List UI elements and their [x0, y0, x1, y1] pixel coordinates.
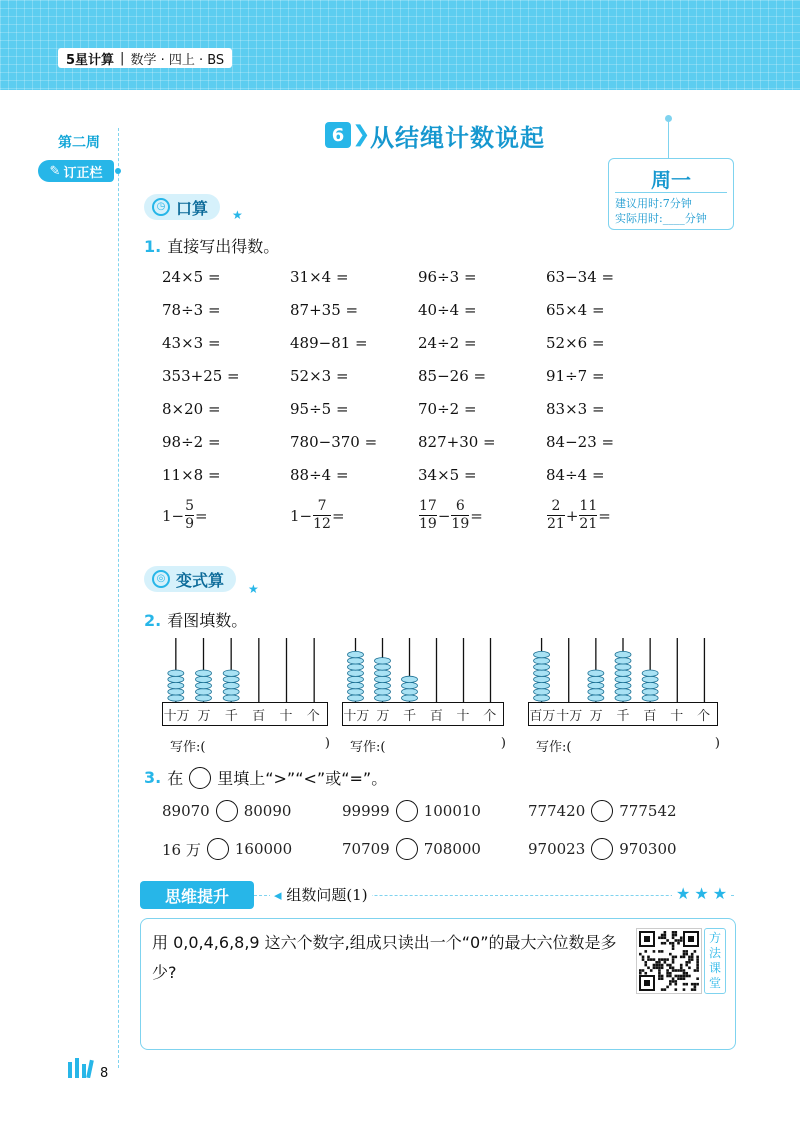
denominator: 21 [579, 516, 598, 532]
star-icon: ★ [248, 582, 259, 596]
write-close: ) [324, 736, 330, 751]
compare-left: 16 万 [162, 840, 201, 859]
correction-label: 订正栏 [63, 165, 103, 181]
actual-time: 实际用时:____分钟 [615, 212, 707, 225]
abacus-bead [534, 651, 550, 657]
abacus-bead [168, 689, 184, 695]
compare-item [528, 838, 677, 860]
fraction-op: − [437, 506, 451, 525]
header-band [0, 0, 800, 90]
abacus-bead [615, 695, 631, 701]
fraction-expr-3 [418, 498, 483, 533]
abacus-bead [402, 682, 418, 688]
numerator: 11 [579, 498, 598, 514]
numerator: 7 [317, 498, 327, 514]
page-number: 8 [100, 1066, 109, 1081]
abacus-bead [223, 682, 239, 688]
abacus-bead [223, 676, 239, 682]
place-label: 十万 [163, 708, 190, 724]
fraction-expr-4 [546, 498, 611, 533]
abacus-bead [642, 676, 658, 682]
write-label: 写作:( [536, 740, 572, 755]
abacus-bead [348, 676, 364, 682]
q2-text: 看图填数。 [167, 611, 248, 630]
compare-right: 80090 [243, 802, 292, 820]
compare-left: 970023 [528, 840, 586, 858]
abacus-bead [196, 695, 212, 701]
compare-item [342, 800, 481, 822]
lesson-number: 6 [325, 122, 351, 148]
abacus-bead [375, 689, 391, 695]
compare-item [528, 800, 677, 822]
pencil-icon: ✎ [49, 163, 61, 179]
arrow-icon: ◂ [274, 886, 282, 904]
day-card-rule [615, 192, 727, 193]
place-label: 十万 [556, 708, 583, 724]
qr-label-char: 方 [708, 931, 721, 945]
compare-right: 777542 [619, 802, 677, 820]
calc-expression: 353+25 = [162, 367, 240, 385]
q1-number: 1. [144, 237, 162, 256]
section-variant-tab [144, 566, 236, 592]
compare-right: 708000 [423, 840, 481, 858]
abacus-bead [196, 670, 212, 676]
fraction [419, 498, 437, 533]
fraction [579, 498, 597, 533]
place-label: 万 [197, 708, 211, 724]
compare-left: 89070 [162, 802, 210, 820]
abacus-bead [615, 689, 631, 695]
place-value-row [528, 702, 718, 726]
think-tab: 思维提升 [140, 881, 254, 909]
day-card [608, 158, 734, 230]
calc-expression: 70÷2 = [418, 400, 477, 418]
abacus-bead [588, 676, 604, 682]
calc-expression: 827+30 = [418, 433, 496, 451]
calc-expression: 98÷2 = [162, 433, 221, 451]
equals: = [331, 506, 345, 525]
compare-circle[interactable] [216, 800, 238, 822]
abacus-bead [196, 682, 212, 688]
place-label: 千 [224, 708, 238, 724]
fraction-whole: 1 [162, 506, 172, 525]
abacus-bead [348, 670, 364, 676]
equals: = [598, 506, 611, 525]
place-label: 百万 [529, 708, 556, 724]
correction-tab [38, 160, 114, 182]
place-label: 万 [376, 708, 390, 724]
circle-placeholder-icon [189, 767, 211, 789]
calc-expression: 31×4 = [290, 268, 349, 286]
calc-expression: 52×3 = [290, 367, 349, 385]
compare-circle[interactable] [396, 800, 418, 822]
q1-text: 直接写出得数。 [167, 237, 280, 256]
place-label: 个 [483, 708, 497, 724]
fraction-expr-2 [290, 498, 345, 533]
calc-expression: 52×6 = [546, 334, 605, 352]
compare-right: 100010 [423, 802, 481, 820]
calc-expression: 489−81 = [290, 334, 368, 352]
star-icon: ★ [232, 208, 243, 222]
abacus-bead [196, 689, 212, 695]
place-label: 个 [697, 708, 711, 724]
calc-expression: 11×8 = [162, 466, 221, 484]
abacus-rods [162, 636, 328, 704]
abacus-bead [348, 695, 364, 701]
series-subtitle: 数学 · 四上 · BS [130, 52, 225, 68]
place-label: 百 [252, 708, 266, 724]
card-hanger-dot [665, 115, 672, 122]
abacus-bead [375, 676, 391, 682]
abacus-bead [615, 682, 631, 688]
abacus-bead [588, 689, 604, 695]
calc-expression: 24÷2 = [418, 334, 477, 352]
abacus-rods [528, 636, 718, 704]
equals: = [195, 506, 208, 525]
compare-circle[interactable] [207, 838, 229, 860]
abacus-bead [615, 670, 631, 676]
compare-item [342, 838, 481, 860]
fraction-op: − [299, 506, 313, 525]
qr-label-char: 堂 [708, 976, 721, 990]
calc-expression: 88÷4 = [290, 466, 349, 484]
qr-code-icon[interactable] [636, 928, 702, 994]
place-label: 百 [643, 708, 657, 724]
calc-expression: 63−34 = [546, 268, 615, 286]
think-subtitle-text: 组数问题(1) [286, 886, 368, 904]
place-label: 十 [279, 708, 293, 724]
abacus-bead [588, 670, 604, 676]
place-label: 千 [616, 708, 630, 724]
abacus-bead [168, 682, 184, 688]
fraction-whole: 1 [290, 506, 300, 525]
lesson-title: 从结绳计数说起 [370, 124, 545, 152]
section-oral-tab [144, 194, 220, 220]
abacus-bead [615, 676, 631, 682]
equals: = [470, 506, 483, 525]
qr-label-char: 课 [708, 961, 721, 975]
compare-left: 99999 [342, 802, 390, 820]
denominator: 19 [419, 516, 437, 532]
denominator: 9 [185, 516, 195, 532]
fraction [547, 498, 565, 533]
write-close: ) [500, 736, 506, 751]
abacus-bead [588, 682, 604, 688]
abacus-bead [642, 689, 658, 695]
think-subtitle [270, 884, 372, 905]
method-class-label [704, 928, 726, 994]
abacus-bead [348, 689, 364, 695]
calc-expression: 40÷4 = [418, 301, 477, 319]
abacus-bead [534, 676, 550, 682]
fraction [451, 498, 469, 533]
abacus-bead [375, 695, 391, 701]
fraction-op: + [565, 506, 579, 525]
write-answer-field[interactable] [536, 736, 720, 755]
books-icon [66, 1058, 96, 1082]
place-label: 十万 [343, 708, 370, 724]
abacus-bead [168, 695, 184, 701]
q1-title [144, 234, 279, 257]
q2-title [144, 608, 247, 631]
calc-expression: 24×5 = [162, 268, 221, 286]
stopwatch-icon: ◷ [152, 198, 170, 216]
card-hanger [668, 118, 669, 158]
suggested-time: 建议用时:7分钟 [615, 197, 692, 210]
abacus-bead [534, 689, 550, 695]
week-label: 第二周 [58, 135, 100, 151]
abacus [162, 636, 330, 755]
calc-expression: 83×3 = [546, 400, 605, 418]
day-label: 周一 [651, 168, 691, 192]
numerator: 5 [185, 498, 195, 514]
target-icon: ◎ [152, 570, 170, 588]
q3-text-post: 里填上“>”“<”或“=”。 [217, 769, 388, 788]
calc-expression: 84÷4 = [546, 466, 605, 484]
abacus-bead [348, 664, 364, 670]
compare-left: 777420 [528, 802, 586, 820]
abacus-bead [223, 689, 239, 695]
calc-expression: 65×4 = [546, 301, 605, 319]
abacus-bead [375, 664, 391, 670]
place-label: 万 [589, 708, 603, 724]
fraction [185, 498, 194, 533]
abacus-bead [196, 676, 212, 682]
calc-expression: 8×20 = [162, 400, 221, 418]
abacus-bead [534, 670, 550, 676]
fraction-op: − [171, 506, 185, 525]
abacus-bead [375, 670, 391, 676]
q2-number: 2. [144, 611, 162, 630]
series-separator: | [120, 50, 125, 66]
series-label [58, 48, 232, 68]
q3-number: 3. [144, 768, 162, 787]
abacus-bead [168, 670, 184, 676]
calc-expression: 96÷3 = [418, 268, 477, 286]
difficulty-stars-icon: ★★★ [672, 884, 731, 903]
abacus-bead [534, 658, 550, 664]
abacus-bead [348, 658, 364, 664]
compare-circle[interactable] [591, 800, 613, 822]
compare-left: 70709 [342, 840, 390, 858]
abacus-bead [588, 695, 604, 701]
chevron-right-icon: ❯ [352, 122, 371, 147]
abacus-bead [642, 682, 658, 688]
abacus-bead [642, 670, 658, 676]
compare-item [162, 800, 291, 822]
write-label: 写作:( [350, 740, 386, 755]
place-label: 百 [429, 708, 443, 724]
abacus-bead [348, 682, 364, 688]
compare-circle[interactable] [591, 838, 613, 860]
place-value-row [342, 702, 504, 726]
place-value-row [162, 702, 328, 726]
abacus-bead [534, 695, 550, 701]
abacus-bead [402, 689, 418, 695]
abacus-bead [534, 664, 550, 670]
calc-expression: 43×3 = [162, 334, 221, 352]
denominator: 21 [547, 516, 565, 532]
sidebar-divider [118, 128, 119, 1068]
abacus-bead [348, 651, 364, 657]
abacus-bead [534, 682, 550, 688]
compare-right: 970300 [619, 840, 677, 858]
calc-expression: 84−23 = [546, 433, 615, 451]
abacus-rods [342, 636, 504, 704]
series-brand: 5星计算 [66, 52, 115, 68]
fraction [313, 498, 331, 533]
calc-expression: 85−26 = [418, 367, 487, 385]
numerator: 6 [455, 498, 465, 514]
write-label: 写作:( [170, 740, 206, 755]
calc-expression: 780−370 = [290, 433, 378, 451]
calc-expression: 87+35 = [290, 301, 359, 319]
abacus-bead [642, 695, 658, 701]
section-oral-label: 口算 [176, 198, 209, 218]
place-label: 十 [456, 708, 470, 724]
denominator: 12 [313, 516, 331, 532]
calc-expression: 34×5 = [418, 466, 477, 484]
abacus-bead [402, 676, 418, 682]
write-answer-field[interactable] [170, 736, 330, 755]
compare-right: 160000 [234, 840, 293, 858]
qr-label-char: 法 [708, 946, 721, 960]
place-label: 个 [306, 708, 320, 724]
denominator: 19 [451, 516, 470, 532]
calc-expression: 95÷5 = [290, 400, 349, 418]
q3-text-pre: 在 [167, 769, 184, 788]
write-close: ) [714, 736, 720, 751]
q3-title [144, 766, 387, 789]
calc-expression: 91÷7 = [546, 367, 605, 385]
abacus [528, 636, 720, 755]
abacus-bead [615, 651, 631, 657]
abacus-bead [168, 676, 184, 682]
abacus-bead [615, 664, 631, 670]
problem-text: 用 0,0,4,6,8,9 这六个数字,组成只读出一个“0”的最大六位数是多少? [152, 933, 617, 982]
abacus-bead [375, 658, 391, 664]
abacus-bead [375, 682, 391, 688]
section-variant-label: 变式算 [176, 570, 225, 590]
compare-item [162, 838, 292, 860]
abacus [342, 636, 506, 755]
calc-expression: 78÷3 = [162, 301, 221, 319]
numerator: 2 [551, 498, 561, 514]
abacus-bead [223, 695, 239, 701]
write-answer-field[interactable] [350, 736, 506, 755]
compare-circle[interactable] [396, 838, 418, 860]
abacus-bead [402, 695, 418, 701]
place-label: 千 [403, 708, 417, 724]
correction-dot [115, 168, 121, 174]
abacus-bead [615, 658, 631, 664]
abacus-bead [223, 670, 239, 676]
fraction-expr-1 [162, 498, 208, 533]
place-label: 十 [670, 708, 684, 724]
numerator: 17 [419, 498, 437, 514]
